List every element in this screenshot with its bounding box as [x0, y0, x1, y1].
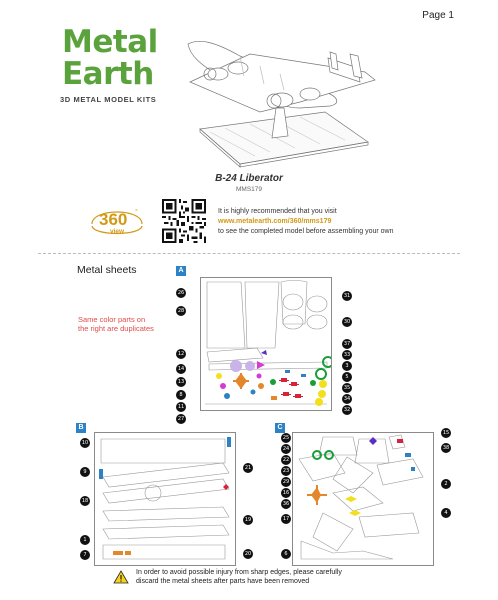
part-number: 38 [442, 445, 450, 451]
part-number: 14 [177, 366, 185, 372]
part-number: 18 [81, 498, 89, 504]
duplicate-note [78, 315, 154, 333]
section-title: Metal sheets [77, 264, 137, 276]
part-number: 34 [343, 396, 351, 402]
sheet-c-parts [293, 433, 433, 565]
part-number: 4 [441, 508, 451, 518]
part-number: 24 [282, 446, 290, 452]
part-number: 26 [177, 290, 185, 296]
view-360-badge[interactable] [86, 200, 148, 240]
part-number: 10 [81, 440, 89, 446]
part-number: 35 [343, 385, 351, 391]
sheet-c [292, 432, 434, 566]
part-number: 27 [177, 416, 185, 422]
sheet-a [200, 277, 332, 411]
part-number: 36 [282, 501, 290, 507]
model-name: B-24 Liberator [215, 173, 283, 184]
sheet-b-parts [95, 433, 235, 565]
part-number: 30 [343, 319, 351, 325]
qr-code-icon[interactable] [162, 199, 206, 243]
part-number: 2 [441, 479, 451, 489]
part-number: 13 [177, 379, 185, 385]
part-number: 15 [442, 430, 450, 436]
part-number: 12 [177, 351, 185, 357]
sheet-c-tag: C [275, 423, 285, 433]
badge-degree-symbol: ° [135, 209, 138, 216]
part-number: 5 [342, 372, 352, 382]
part-number: 11 [177, 404, 185, 410]
part-number: 32 [343, 407, 351, 413]
part-number: 31 [343, 293, 351, 299]
part-number: 28 [177, 308, 185, 314]
brand-tagline: 3D METAL MODEL KITS [60, 95, 157, 104]
sheet-b [94, 432, 236, 566]
duplicate-note-line-1: Same color parts on [78, 315, 146, 324]
recommendation-url-link[interactable]: www.metalearth.com/360/mms179 [218, 218, 332, 225]
part-number: 33 [343, 352, 351, 358]
recommendation-line-1: It is highly recommended that you visit [218, 208, 337, 215]
part-number: 1 [80, 535, 90, 545]
safety-warning [136, 568, 342, 586]
recommendation-line-3: to see the completed model before assembling your own [218, 228, 394, 235]
part-number: 20 [244, 551, 252, 557]
brand-logo [62, 26, 162, 90]
badge-view-label: view [110, 228, 125, 235]
part-number: 8 [176, 390, 186, 400]
badge-degrees: 360 [99, 210, 128, 229]
safety-warning-line-1: In order to avoid possible injury from sharp edges, please carefully [136, 569, 342, 576]
part-number: 6 [281, 549, 291, 559]
part-number: 19 [244, 517, 252, 523]
safety-warning-line-2: discard the metal sheets after parts have been removed [136, 578, 310, 585]
model-illustration [180, 24, 380, 169]
part-number: 3 [342, 361, 352, 371]
part-number: 17 [282, 516, 290, 522]
brand-logo-earth: Earth [62, 56, 154, 92]
part-number: 21 [244, 465, 252, 471]
part-number: 23 [282, 468, 290, 474]
section-divider [38, 253, 460, 254]
duplicate-note-line-2: the right are duplicates [78, 324, 154, 333]
brand-logo-metal: Metal [62, 24, 158, 60]
page-number: Page 1 [422, 10, 454, 21]
part-number: 29 [282, 479, 290, 485]
part-number: 37 [343, 341, 351, 347]
warning-icon [113, 570, 129, 584]
sheet-a-parts [201, 278, 331, 410]
part-number: 25 [282, 435, 290, 441]
part-number: 16 [282, 490, 290, 496]
part-number: 9 [80, 467, 90, 477]
part-number: 7 [80, 550, 90, 560]
recommendation-text [218, 207, 394, 237]
model-code: MMS179 [235, 186, 262, 193]
part-number: 22 [282, 457, 290, 463]
sheet-a-tag: A [176, 266, 186, 276]
sheet-b-tag: B [76, 423, 86, 433]
